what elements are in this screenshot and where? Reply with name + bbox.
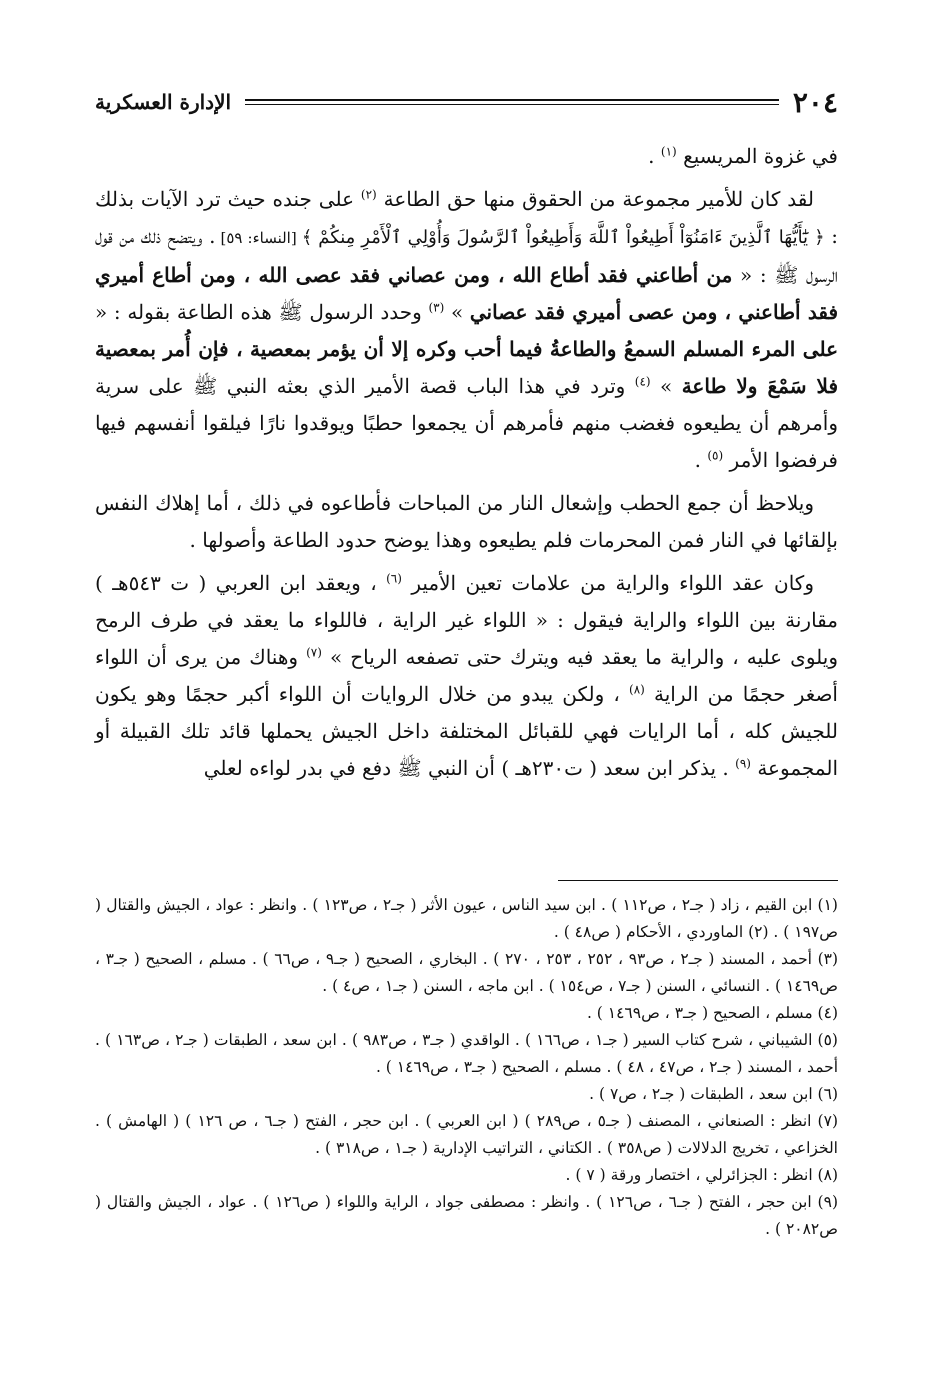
footnote-5: (٥) الشيباني ، شرح كتاب السير ( جـ١ ، ص١٦٦ ) . الواقدي ( جـ٣ ، ص٩٨٣ ) . ابن سعد ، الطبقات ( جـ٢ ، ص١٦٣ ) . أحمد ، المسند ( جـ٢ ، ص٤٧ ، ٤٨ ) . مسلم ، الصحيح ( جـ٣ ، ص١٤٦٩ ) . [95,1031,838,1076]
footnote-8: (٨) انظر : الجزائرلي ، اختصار ورقة ( ٧ ) . [565,1166,838,1184]
text-run: وكان عقد اللواء والراية من علامات تعين الأمير [401,571,814,595]
footnote-3: (٣) أحمد ، المسند ( جـ٢ ، ص٩٣ ، ٢٥٢ ، ٢٥٣ ، ٢٧٠ ) . البخاري ، الصحيح ( جـ٩ ، ص٦٦ ) . مسلم ، الصحيح ( جـ٣ ، ص١٤٦٩ ) . النسائي ، السنن ( جـ٧ ، ص١٥٤ ) . ابن ماجه ، السنن ( جـ١ ، ص٤ ) . [95,950,839,995]
footnote-separator [558,880,838,881]
footnote-marker[interactable]: (٣) [428,300,445,315]
page-number: ٢٠٤ [792,85,838,119]
text-run: في غزوة المريسيع [676,144,838,168]
page-header [95,84,838,120]
main-text [95,138,838,793]
footnote-marker[interactable]: (٧) [306,645,322,660]
hadith-quote: على المرء المسلم السمعُ والطاعةُ فيما أحب وكره إلا أن يؤمر بمعصية ، فإن أُمر بمعصية فلا سَمْعَ ولا طاعة [95,337,838,398]
footnote-marker[interactable]: (٨) [629,682,645,697]
text-run: وحدد الرسول ﷺ هذه الطاعة بقوله : « [95,300,429,324]
text-run: ، ولكن يبدو من خلال الروايات أن اللواء أكبر حجمًا وهو يكون للجيش كله ، أما الرايات فهي للقبائل المختلفة داخل الجيش يحملها قائد تلك القبيلة أو المجموعة [95,682,838,780]
footnote-4: (٤) مسلم ، الصحيح ( جـ٣ ، ص١٤٦٩ ) . [586,1004,838,1022]
paragraph-3: ويلاحظ أن جمع الحطب وإشعال النار من المباحات فأطاعوه في ذلك ، أما إهلاك النفس بإلقائها في النار فمن المحرمات فلم يطيعوه وهذا يوضح حدود الطاعة وأصولها . [95,491,838,552]
running-title: الإدارة العسكرية [95,90,232,114]
text-run: . [694,448,708,472]
footnote-marker[interactable]: (٩) [735,756,751,771]
footnote-7: (٧) انظر : الصنعاني ، المصنف ( جـ٥ ، ص٢٨٩ ) ( ابن العربي ) . ابن حجر ، الفتح ( جـ٦ ، ص ١٢٦ ) ( الهامش ) . الخزاعي ، تخريج الدلالات ( ص٣٥٨ ) . الكتاني ، التراتيب الإدارية ( جـ١ ، ص٣١٨ ) . [95,1112,838,1157]
footnote-6: (٦) ابن سعد ، الطبقات ( جـ٢ ، ص٧ ) . [589,1085,838,1103]
paragraph-2 [95,181,838,479]
quran-verse: ﴿ يَٰٓأَيُّهَا ٱلَّذِينَ ءَامَنُوٓاْ أَطِيعُواْ ٱللَّهَ وَأَطِيعُواْ ٱلرَّسُولَ وَأُوْلِي ٱلْأَمْرِ مِنكُمْ ﴾ [301,227,825,248]
footnote-marker[interactable]: (٢) [360,187,377,202]
text-run: » [650,374,682,398]
footnote-1-2: (١) ابن القيم ، زاد ( جـ٢ ، ص١١٢ ) . ابن سيد الناس ، عيون الأثر ( جـ٢ ، ص١٢٣ ) . وانظر : عواد ، الجيش والقتال ( ص١٩٧ ) . (٢) الماوردي ، الأحكام ( ص٤٨ ) . [95,896,838,941]
text-run: . [648,144,661,168]
paragraph-1 [95,138,838,175]
header-rule [245,99,779,105]
footnote-marker[interactable]: (٥) [707,448,724,463]
text-run: وهناك من يرى أن اللواء أصغر حجمًا من الراية [95,645,838,706]
paragraph-4 [95,565,838,787]
text-run: وترد في هذا الباب قصة الأمير الذي بعثه النبي ﷺ على سرية وأمرهم أن يطيعوه فغضب منهم فأمرهم أن يجمعوا حطبًا ويوقدوا نارًا فيلقوا أنفسهم فيها فرفضوا الأمر [95,374,838,472]
footnote-marker[interactable]: (١) [660,144,677,159]
footnote-marker[interactable]: (٤) [634,374,651,389]
text-run: . يذكر ابن سعد ( ت٢٣٠هـ ) أن النبي ﷺ دفع في بدر لواءه لعلي [203,756,736,780]
footnotes [95,892,838,1243]
text-run: » [444,300,470,324]
text-run: ، ويعقد ابن العربي ( ت ٥٤٣هـ ) مقارنة بين اللواء والراية فيقول : « اللواء غير الراية ، فاللواء ما يعقد في طرف الرمح ويلوى عليه ، والراية ما يعقد فيه ويترك حتى تصفعه الرياح » [95,571,838,669]
text-run: . ويتضح ذلك من قول الرسول ﷺ : « [95,224,838,287]
footnote-marker[interactable]: (٦) [386,571,402,586]
text-run: على جنده حيث ترد الآيات بذلك : [95,187,838,248]
footnote-9: (٩) ابن حجر ، الفتح ( جـ٦ ، ص١٢٦ ) . وانظر : مصطفى جواد ، الراية واللواء ( ص١٢٦ ) . عواد ، الجيش والقتال ( ص٢٠٨٢ ) . [95,1193,838,1238]
hadith-quote: من أطاعني فقد أطاع الله ، ومن عصاني فقد عصى الله ، ومن أطاع أميري فقد أطاعني ، ومن عصى أميري فقد عصاني [95,263,839,324]
verse-reference: [النساء: ٥٩] [215,229,302,247]
text-run: لقد كان للأمير مجموعة من الحقوق منها حق الطاعة [376,187,814,211]
